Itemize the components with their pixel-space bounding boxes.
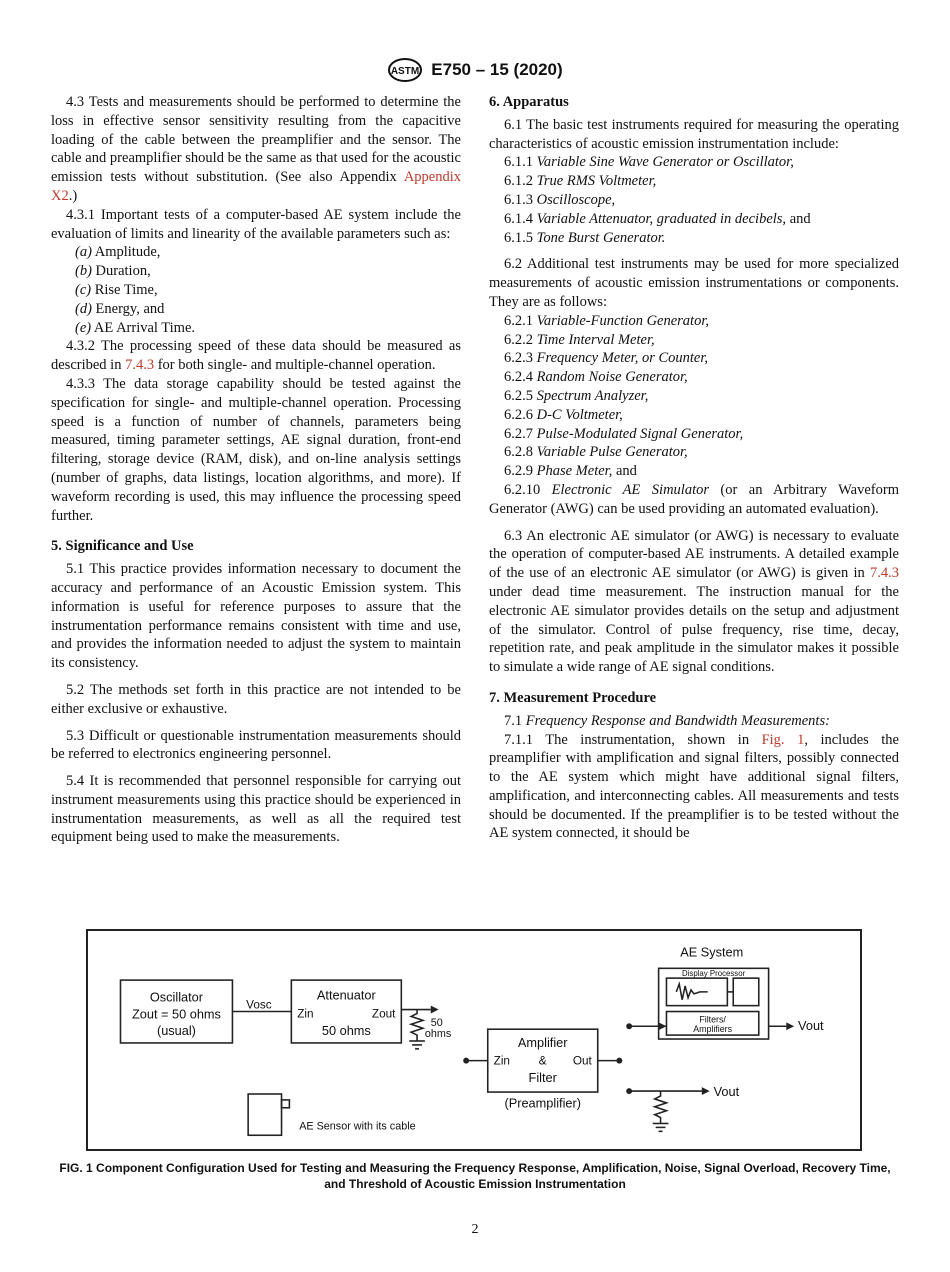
para-6-3: 6.3 An electronic AE simulator (or AWG) is necessary to evaluate the operation of computer-based AE instruments. A detailed example of the use of an electronic AE simulator (or AWG) is given in 7.4.3 under dead time measurement. The instruction manual for the electronic AE simulator provides details on the setup and adjustment of the simulator. Control of pulse frequency, rise time, decay, repetition rate, and peak amplitude in the simulator makes it possible to simulate a wide range of AE signal conditions. bbox=[489, 527, 899, 676]
para-5-1: 5.1 This practice provides information necessary to document the accuracy and performance of an Acoustic Emission system. This information is useful for reference purposes to assure that the instrumentation performance remains consistent with time and use, and provides the information needed to adjust the system to maintain its consistency. bbox=[51, 561, 461, 672]
section-7-4-3-link[interactable]: 7.4.3 bbox=[870, 565, 899, 582]
list-item: 6.2.3 Frequency Meter, or Counter, bbox=[504, 350, 709, 367]
svg-text:Filter: Filter bbox=[528, 1070, 557, 1086]
para-5-4: 5.4 It is recommended that personnel responsible for carrying out instrument measurements using this practice should be experienced in instrumentation measurements, as well as all the required test equipment being used to make the measurements. bbox=[51, 773, 461, 846]
svg-text:Zin: Zin bbox=[297, 1007, 314, 1021]
list-item: 6.1.4 Variable Attenuator, graduated in decibels, and bbox=[504, 210, 811, 227]
list-item: 6.2.9 Phase Meter, and bbox=[504, 463, 637, 480]
svg-text:Filters/: Filters/ bbox=[699, 1014, 726, 1025]
svg-text:50: 50 bbox=[430, 1017, 443, 1030]
diagram-svg bbox=[88, 931, 860, 1149]
param-item: (a) Amplitude, bbox=[75, 244, 161, 261]
svg-text:Zout = 50 ohms: Zout = 50 ohms bbox=[131, 1006, 221, 1022]
list-item: 6.2.5 Spectrum Analyzer, bbox=[504, 387, 649, 404]
sensor-connector bbox=[282, 1100, 290, 1108]
para-4-3-3: 4.3.3 The data storage capability should be tested against the specification for single- and multiple-channel operation. Processing speed is a function of number of channels, parameters being measured, timing parameter settings, AE signal duration, front-end filtering, storage device (RAM, disk), and on-line analysis settings (number of graphs, data listings, location algorithms, and more). If waveform recording is used, this may influence the processing speed further. bbox=[51, 375, 461, 524]
page-number: 2 bbox=[471, 1222, 479, 1237]
para-6-2-10: 6.2.10 Electronic AE Simulator (or an Arbitrary Waveform Generator (AWG) can be used providing an automated evaluation). bbox=[489, 481, 899, 517]
svg-text:Amplifiers: Amplifiers bbox=[693, 1024, 733, 1035]
svg-text:ohms: ohms bbox=[424, 1028, 452, 1041]
para-5-3: 5.3 Difficult or questionable instrumentation measurements should be referred to electronics engineering personnel. bbox=[51, 727, 461, 763]
document-id: E750 – 15 (2020) bbox=[431, 60, 563, 79]
section-7-4-3-link[interactable]: 7.4.3 bbox=[125, 357, 155, 374]
list-item: 6.2.2 Time Interval Meter, bbox=[504, 331, 655, 348]
list-item: 6.1.3 Oscilloscope, bbox=[504, 191, 616, 208]
svg-text:Out: Out bbox=[572, 1054, 592, 1068]
para-7-1: 7.1 Frequency Response and Bandwidth Measurements: bbox=[504, 712, 830, 729]
left-column bbox=[51, 93, 461, 847]
list-item: 6.2.8 Variable Pulse Generator, bbox=[504, 444, 688, 461]
right-column bbox=[489, 93, 899, 843]
para-6-2: 6.2 Additional test instruments may be used for more specialized measurements of acoustic emission instrumentations or components. They are as follows: bbox=[489, 256, 899, 310]
section-5-heading: 5. Significance and Use bbox=[51, 538, 194, 555]
para-6-1: 6.1 The basic test instruments required for measuring the operating characteristics of acoustic emission instrumentation include: bbox=[489, 116, 899, 152]
svg-text:Amplifier: Amplifier bbox=[517, 1034, 568, 1050]
list-item: 6.1.2 True RMS Voltmeter, bbox=[504, 173, 657, 190]
figure-caption: FIG. 1 Component Configuration Used for Testing and Measuring the Frequency Response, Amplification, Noise, Signal Overload, Recovery Time, and Threshold of Acoustic Emission Instrumentation bbox=[59, 1161, 891, 1191]
para-7-1-1: 7.1.1 The instrumentation, shown in Fig. 1, includes the preamplifier with amplification and signal filters, possibly connected to the AE system which might have additional signal filters, amplification, and interconnecting cables. All measurements and tests should be documented. If the preamplifier is to be tested without the AE system connected, it should be bbox=[489, 731, 899, 842]
svg-text:50 ohms: 50 ohms bbox=[321, 1023, 371, 1039]
svg-text:Attenuator: Attenuator bbox=[316, 987, 376, 1003]
list-item: 6.1.5 Tone Burst Generator. bbox=[504, 229, 666, 246]
list-item: 6.1.1 Variable Sine Wave Generator or Oscillator, bbox=[504, 154, 794, 171]
para-4-3-1: 4.3.1 Important tests of a computer-based AE system include the evaluation of limits and linearity of the available parameters such as: bbox=[51, 206, 461, 242]
svg-text:Oscillator: Oscillator bbox=[149, 989, 204, 1005]
param-item: (b) Duration, bbox=[75, 263, 151, 280]
astm-logo bbox=[387, 58, 423, 82]
display-processor-box bbox=[733, 978, 759, 1005]
para-4-3: 4.3 Tests and measurements should be performed to determine the loss in effective sensor sensitivity resulting from the capacitive loading of the cable between the preamplifier and the sensor. The cable and preamplifier should be the same as that used for the acoustic emission tests without substitution. (See also Appendix Appendix X2.) bbox=[51, 94, 461, 204]
svg-text:&: & bbox=[538, 1054, 547, 1068]
figure-1-diagram bbox=[86, 929, 862, 1151]
svg-text:Zin: Zin bbox=[493, 1054, 510, 1068]
page-header bbox=[0, 58, 950, 82]
section-7-heading: 7. Measurement Procedure bbox=[489, 689, 657, 706]
param-item: (d) Energy, and bbox=[75, 300, 165, 317]
fig-1-link[interactable]: Fig. 1 bbox=[761, 731, 805, 748]
para-5-2: 5.2 The methods set forth in this practice are not intended to be either exclusive or exhaustive. bbox=[51, 681, 461, 717]
param-item: (e) AE Arrival Time. bbox=[75, 319, 196, 336]
svg-text:(usual): (usual) bbox=[156, 1023, 196, 1039]
svg-text:AE Sensor with its cable: AE Sensor with its cable bbox=[299, 1120, 416, 1133]
list-item: 6.2.6 D-C Voltmeter, bbox=[504, 406, 623, 423]
list-item: 6.2.7 Pulse-Modulated Signal Generator, bbox=[504, 425, 744, 442]
svg-text:(Preamplifier): (Preamplifier) bbox=[504, 1095, 581, 1111]
list-item: 6.2.1 Variable-Function Generator, bbox=[504, 312, 709, 329]
svg-text:ASTM: ASTM bbox=[391, 66, 420, 77]
list-item: 6.2.4 Random Noise Generator, bbox=[504, 369, 688, 386]
appendix-x2-link[interactable]: Appendix X2 bbox=[51, 169, 461, 204]
sensor-box bbox=[248, 1094, 281, 1135]
section-6-heading: 6. Apparatus bbox=[489, 94, 569, 110]
svg-text:Vosc: Vosc bbox=[246, 998, 272, 1012]
svg-text:Vout: Vout bbox=[798, 1018, 824, 1034]
svg-text:Zout: Zout bbox=[371, 1007, 396, 1021]
waveform-icon bbox=[676, 984, 707, 1000]
para-4-3-2: 4.3.2 The processing speed of these data should be measured as described in 7.4.3 for both single- and multiple-channel operation. bbox=[51, 338, 461, 374]
param-item: (c) Rise Time, bbox=[75, 281, 158, 298]
svg-text:Display Processor: Display Processor bbox=[681, 969, 746, 979]
svg-text:Vout: Vout bbox=[713, 1083, 740, 1099]
display-processor-wave-box bbox=[666, 978, 727, 1005]
svg-text:AE System: AE System bbox=[680, 944, 744, 960]
